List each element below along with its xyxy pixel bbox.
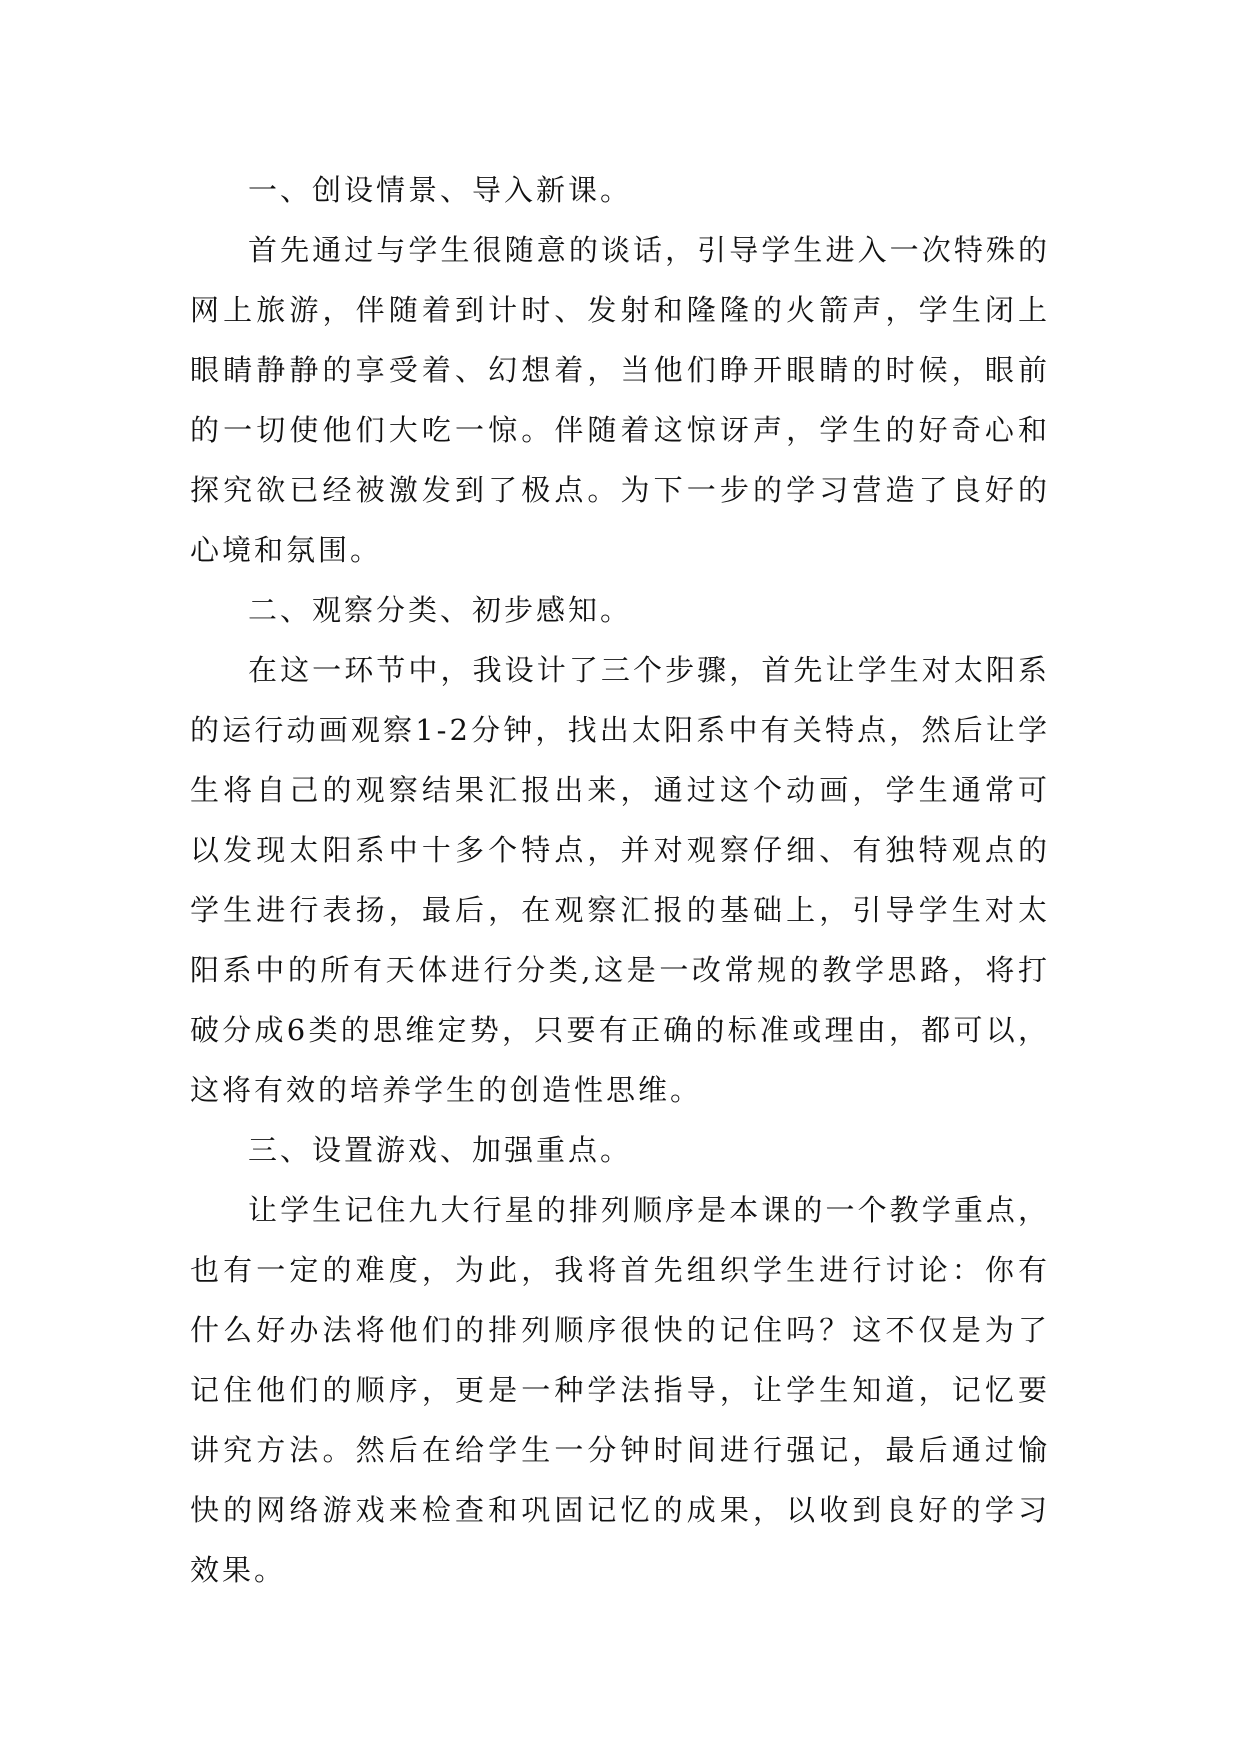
section-paragraph-2: 在这一环节中，我设计了三个步骤，首先让学生对太阳系的运行动画观察1-2分钟，找出太阳系中有关特点，然后让学生将自己的观察结果汇报出来，通过这个动画，学生通常可以发现太阳系中十多个特点，并对观察仔细、有独特观点的学生进行表扬，最后，在观察汇报的基础上，引导学生对太阳系中的所有天体进行分类,这是一改常规的教学思路，将打破分成6类的思维定势，只要有正确的标准或理由，都可以，这将有效的培养学生的创造性思维。 bbox=[190, 653, 1050, 1107]
section-heading-2: 二、观察分类、初步感知。 bbox=[248, 593, 633, 627]
section-heading-1: 一、创设情景、导入新课。 bbox=[248, 173, 633, 207]
section-paragraph-3: 让学生记住九大行星的排列顺序是本课的一个教学重点，也有一定的难度，为此，我将首先组织学生进行讨论：你有什么好办法将他们的排列顺序很快的记住吗？这不仅是为了记住他们的顺序，更是一种学法指导，让学生知道，记忆要讲究方法。然后在给学生一分钟时间进行强记，最后通过愉快的网络游戏来检查和巩固记忆的成果，以收到良好的学习效果。 bbox=[190, 1193, 1050, 1587]
document-body bbox=[190, 160, 1050, 1600]
section-paragraph-1: 首先通过与学生很随意的谈话，引导学生进入一次特殊的网上旅游，伴随着到计时、发射和隆隆的火箭声，学生闭上眼睛静静的享受着、幻想着，当他们睁开眼睛的时候，眼前的一切使他们大吃一惊。伴随着这惊讶声，学生的好奇心和探究欲已经被激发到了极点。为下一步的学习营造了良好的心境和氛围。 bbox=[190, 233, 1050, 567]
section-heading-3: 三、设置游戏、加强重点。 bbox=[248, 1133, 633, 1167]
